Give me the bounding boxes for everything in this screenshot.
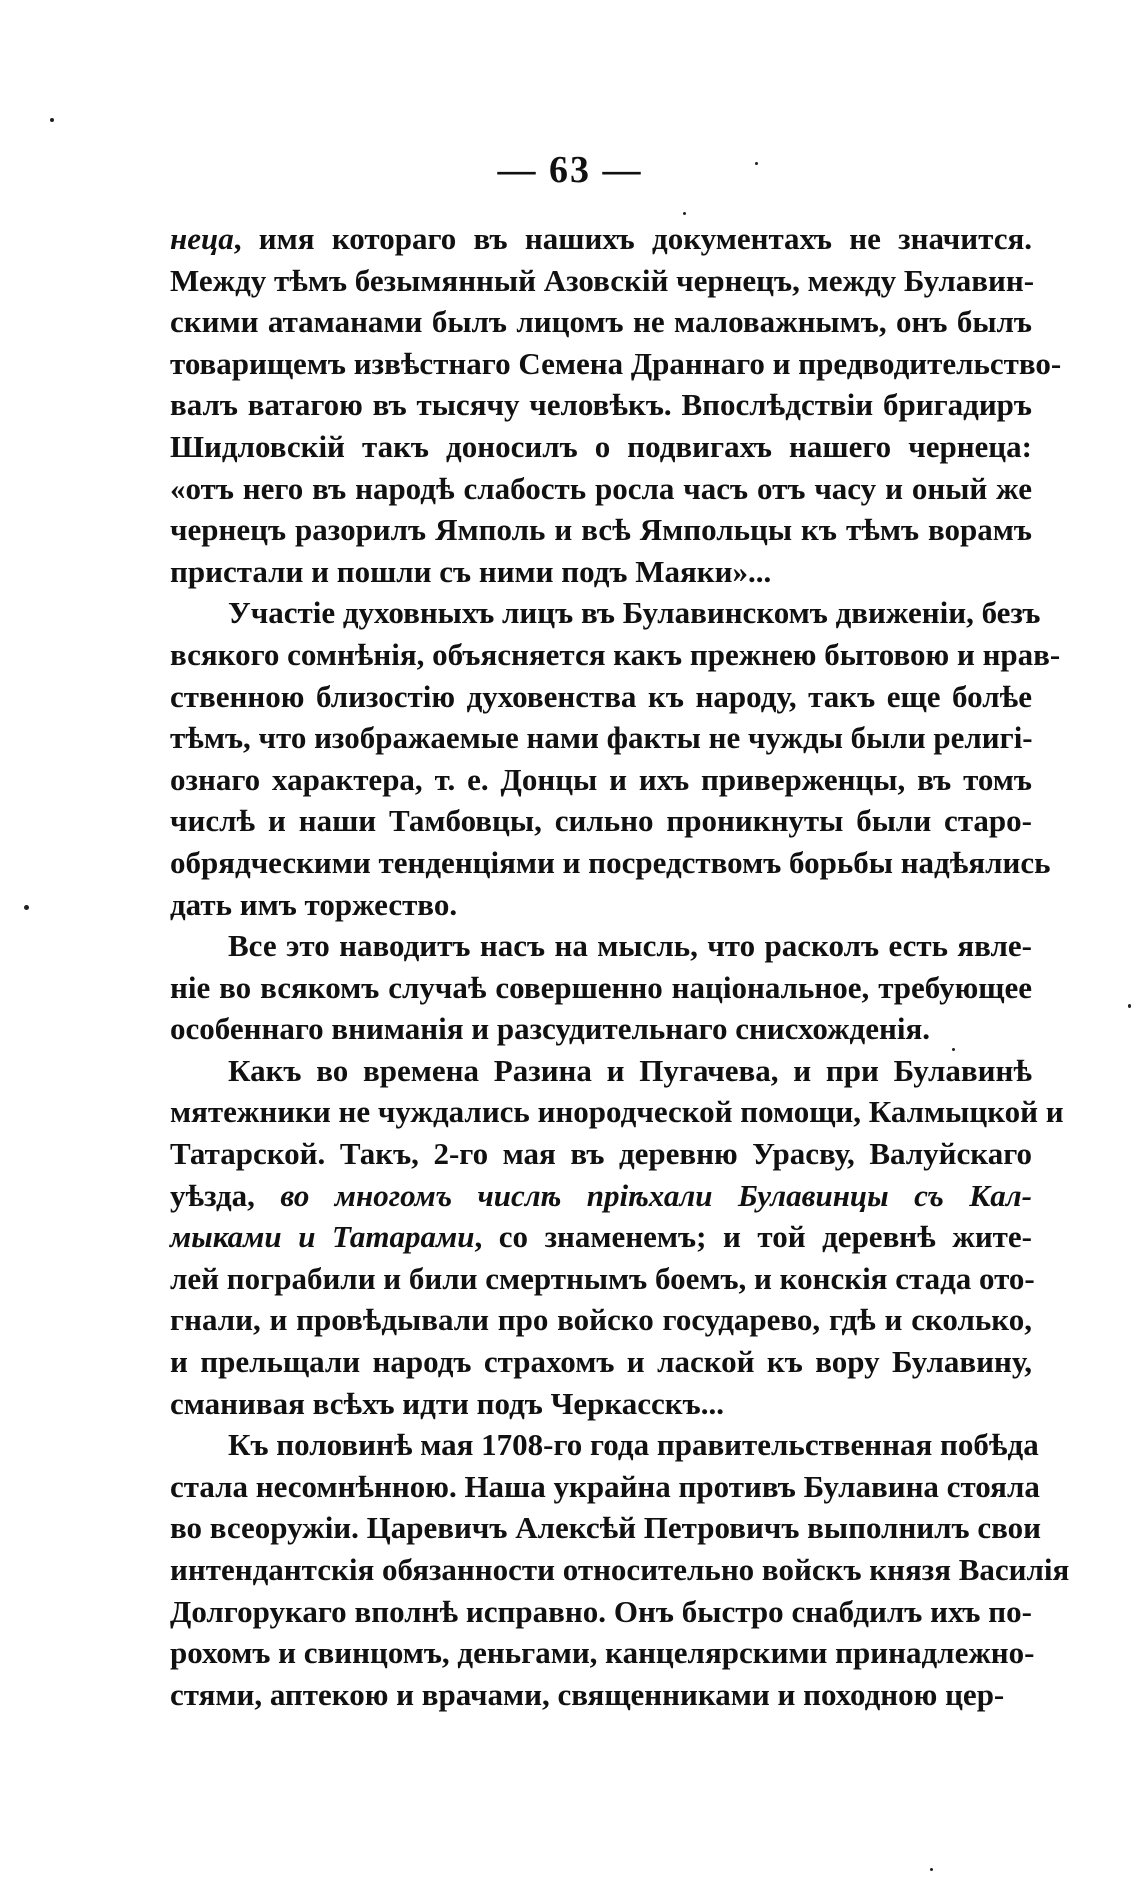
text-line	[170, 925, 1032, 967]
line-text: особеннаго вниманія и разсудительнаго снисхожденія.	[170, 1011, 930, 1047]
italic-text: мыками и Татарами	[170, 1219, 475, 1255]
text-line	[170, 1133, 1032, 1175]
line-text: чернецъ разорилъ Ямполь и всѣ Ямпольцы къ тѣмъ ворамъ	[170, 512, 1032, 548]
line-text: пристали и пошли съ ними подъ Маяки»...	[170, 553, 772, 589]
text-line	[170, 509, 1032, 551]
page-number: — 63 —	[497, 149, 643, 191]
text-line	[170, 1424, 1039, 1466]
paragraph	[170, 592, 1061, 925]
line-text: ознаго характера, т. е. Донцы и ихъ приверженцы, въ томъ	[170, 761, 1032, 797]
line-text: дать имъ торжество.	[170, 886, 458, 922]
line-text: «отъ него въ народѣ слабость росла часъ отъ часу и оный же	[170, 470, 1032, 506]
scan-speck	[755, 162, 758, 165]
text-line	[170, 551, 1032, 593]
line-text: валъ ватагою въ тысячу человѣкъ. Впослѣдствіи бригадиръ	[170, 387, 1032, 423]
text-line	[170, 800, 1032, 842]
text-line	[170, 1091, 1064, 1133]
paragraph	[170, 1424, 1070, 1715]
scan-speck	[50, 118, 54, 122]
line-text: мятежники не чуждались инородческой помощи, Калмыцкой и	[170, 1094, 1064, 1130]
scan-speck	[683, 212, 686, 215]
paragraph	[170, 925, 1032, 1050]
text-line	[170, 1008, 1032, 1050]
line-text: всякого сомнѣнія, объясняется какъ прежнею бытовою и нрав-	[170, 636, 1061, 672]
body-text	[170, 218, 1070, 1715]
line-text: сманивая всѣхъ идти подъ Черкасскъ...	[170, 1385, 724, 1421]
text-line	[170, 1383, 1032, 1425]
text-line	[170, 1674, 1032, 1716]
scan-speck	[24, 905, 29, 910]
line-text: Шидловскій такъ доносилъ о подвигахъ нашего чернеца:	[170, 428, 1032, 464]
text-line	[170, 1175, 1032, 1217]
line-text: Все это наводитъ насъ на мысль, что расколъ есть явле-	[228, 928, 1032, 964]
line-text: скими атаманами былъ лицомъ не маловажнымъ, онъ былъ	[170, 304, 1032, 340]
line-text: гнали, и провѣдывали про войско государево, гдѣ и сколько,	[170, 1302, 1032, 1338]
line-text: числѣ и наши Тамбовцы, сильно проникнуты были старо-	[170, 803, 1032, 839]
line-text: и прельщали народъ страхомъ и лаской къ вору Булавину,	[170, 1344, 1032, 1380]
text-line	[170, 634, 1061, 676]
paragraph	[170, 1050, 1064, 1424]
italic-text: неца	[170, 221, 234, 256]
text-line	[170, 343, 1062, 385]
line-text: уѣзда,	[170, 1177, 281, 1213]
text-line	[170, 1341, 1032, 1383]
text-line	[170, 842, 1051, 884]
line-text: Къ половинѣ мая 1708-го года правительственная побѣда	[228, 1427, 1039, 1463]
line-text: тѣмъ, что изображаемые нами факты не чужды были религі-	[170, 720, 1033, 756]
text-line	[170, 884, 1032, 926]
line-text: лей пограбили и били смертнымъ боемъ, и конскія стада ото-	[170, 1260, 1035, 1296]
line-text: во всеоружіи. Царевичъ Алексѣй Петровичъ выполнилъ свои	[170, 1510, 1042, 1546]
line-text: Долгорукаго вполнѣ исправно. Онъ быстро снабдилъ ихъ по-	[170, 1593, 1032, 1629]
line-text: Какъ во времена Разина и Пугачева, и при Булавинѣ	[228, 1052, 1032, 1088]
line-text: Участіе духовныхъ лицъ въ Булавинскомъ движеніи, безъ	[228, 595, 1041, 631]
line-text: Между тѣмъ безымянный Азовскій чернецъ, между Булавин-	[170, 262, 1035, 298]
line-text: ственною близостію духовенства къ народу, такъ еще болѣе	[170, 678, 1032, 714]
scan-speck	[930, 1868, 933, 1871]
paragraph	[170, 218, 1062, 592]
text-line	[170, 384, 1032, 426]
text-line	[170, 1258, 1035, 1300]
scan-speck	[1128, 1004, 1131, 1008]
text-line	[170, 1549, 1070, 1591]
text-line	[170, 1632, 1035, 1674]
line-text: , имя котораго въ нашихъ документахъ не значится.	[233, 221, 1032, 256]
text-line	[170, 759, 1032, 801]
text-line	[170, 717, 1032, 759]
text-line	[170, 676, 1032, 718]
text-line	[170, 1050, 1032, 1092]
italic-text: во многомъ числѣ пріѣхали Булавинцы съ Кал-	[280, 1177, 1032, 1213]
text-line	[170, 260, 1035, 302]
text-line	[170, 1507, 1042, 1549]
text-line	[170, 1216, 1032, 1258]
line-text: рохомъ и свинцомъ, деньгами, канцелярскими принадлежно-	[170, 1635, 1035, 1671]
line-text: ніе во всякомъ случаѣ совершенно національное, требующее	[170, 969, 1032, 1005]
text-line	[170, 592, 1041, 634]
text-line	[170, 1299, 1032, 1341]
text-line	[170, 967, 1032, 1009]
text-line	[170, 468, 1032, 510]
line-text: стала несомнѣнною. Наша украйна противъ Булавина стояла	[170, 1468, 1040, 1504]
text-line	[170, 1466, 1040, 1508]
line-text: Татарской. Такъ, 2-го мая въ деревню Урасву, Валуйскаго	[170, 1136, 1032, 1172]
line-text: товарищемъ извѣстнаго Семена Драннаго и предводительство-	[170, 345, 1062, 381]
text-line	[170, 301, 1032, 343]
scan-speck	[952, 1048, 955, 1051]
text-line	[170, 426, 1032, 468]
line-text: интендантскія обязанности относительно войскъ князя Василія	[170, 1552, 1070, 1587]
line-text: , со знаменемъ; и той деревнѣ жите-	[474, 1219, 1032, 1255]
line-text: обрядческими тенденціями и посредствомъ борьбы надѣялись	[170, 844, 1051, 880]
text-line	[170, 1591, 1032, 1633]
text-line	[170, 218, 1032, 260]
line-text: стями, аптекою и врачами, священниками и походною цер-	[170, 1676, 1005, 1712]
